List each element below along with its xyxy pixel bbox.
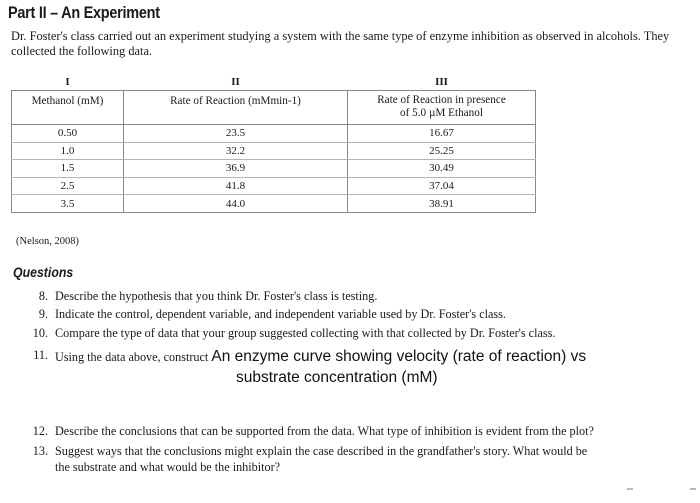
- cell-methanol: 0.50: [12, 125, 124, 143]
- question-text-line1: Suggest ways that the conclusions might explain the case described in the grandfather's story. What would be: [55, 444, 588, 458]
- cell-methanol: 1.0: [12, 142, 124, 160]
- question-8: [38, 289, 378, 304]
- cell-rate: 36.9: [124, 160, 348, 178]
- question-number: 9.: [38, 307, 48, 321]
- question-text-line2: the substrate and what would be the inhibitor?: [55, 460, 281, 474]
- question-text: Using the data above, construct: [55, 350, 209, 364]
- question-13: [32, 444, 588, 459]
- data-table: [11, 74, 536, 213]
- page-mark: [690, 488, 696, 490]
- column-number-3: III: [435, 76, 448, 88]
- question-text: Describe the hypothesis that you think Dr. Foster's class is testing.: [55, 289, 378, 303]
- question-text: Indicate the control, dependent variable, and independent variable used by Dr. Foster's class.: [55, 307, 506, 321]
- table-header-row: [12, 91, 536, 125]
- cell-rate-ethanol: 30.49: [348, 160, 536, 178]
- cell-rate: 41.8: [124, 177, 348, 195]
- header-rate: Rate of Reaction (mMmin-1): [124, 91, 348, 125]
- citation: (Nelson, 2008): [16, 236, 79, 247]
- cell-methanol: 1.5: [12, 160, 124, 178]
- cell-rate-ethanol: 38.91: [348, 195, 536, 213]
- cell-rate: 44.0: [124, 195, 348, 213]
- question-10: [32, 326, 556, 341]
- question-number: 13.: [32, 444, 48, 458]
- column-number-1: I: [65, 76, 70, 88]
- cell-rate: 32.2: [124, 142, 348, 160]
- question-9: [38, 307, 506, 322]
- question-11-inserted-line2: substrate concentration (mM): [236, 369, 438, 386]
- cell-methanol: 3.5: [12, 195, 124, 213]
- question-number: 8.: [38, 289, 48, 303]
- question-number: 12.: [32, 424, 48, 438]
- column-number-2: II: [231, 76, 240, 88]
- question-13-continued: [55, 460, 280, 475]
- page-mark: [627, 488, 633, 490]
- cell-rate: 23.5: [124, 125, 348, 143]
- table-row: [12, 142, 536, 160]
- cell-rate-ethanol: 37.04: [348, 177, 536, 195]
- question-text: Compare the type of data that your group suggested collecting with that collected by Dr. Foster's class.: [55, 326, 556, 340]
- table-row: [12, 177, 536, 195]
- table-column-numbers: [12, 74, 536, 91]
- cell-rate-ethanol: 25.25: [348, 142, 536, 160]
- question-11: [33, 348, 695, 365]
- table-row: [12, 160, 536, 178]
- questions-heading: Questions: [13, 264, 74, 280]
- question-12: [32, 424, 594, 439]
- intro-paragraph: Dr. Foster's class carried out an experiment studying a system with the same type of enzyme inhibition as observed in alcohols. They collected the following data.: [11, 29, 670, 58]
- part-title: Part II – An Experiment: [8, 3, 160, 22]
- header-rate-ethanol-line2: of 5.0 µM Ethanol: [400, 107, 483, 119]
- header-rate-ethanol-line1: Rate of Reaction in presence: [377, 94, 506, 106]
- table-row: [12, 125, 536, 143]
- header-rate-ethanol: [348, 91, 536, 125]
- table-row: [12, 195, 536, 213]
- header-methanol: Methanol (mM): [12, 91, 124, 125]
- question-text: Describe the conclusions that can be supported from the data. What type of inhibition is evident from the plot?: [55, 424, 594, 438]
- question-number: 10.: [32, 326, 48, 340]
- question-11-inserted-line1: An enzyme curve showing velocity (rate of reaction) vs: [211, 348, 587, 365]
- question-number: 11.: [33, 348, 48, 362]
- cell-methanol: 2.5: [12, 177, 124, 195]
- cell-rate-ethanol: 16.67: [348, 125, 536, 143]
